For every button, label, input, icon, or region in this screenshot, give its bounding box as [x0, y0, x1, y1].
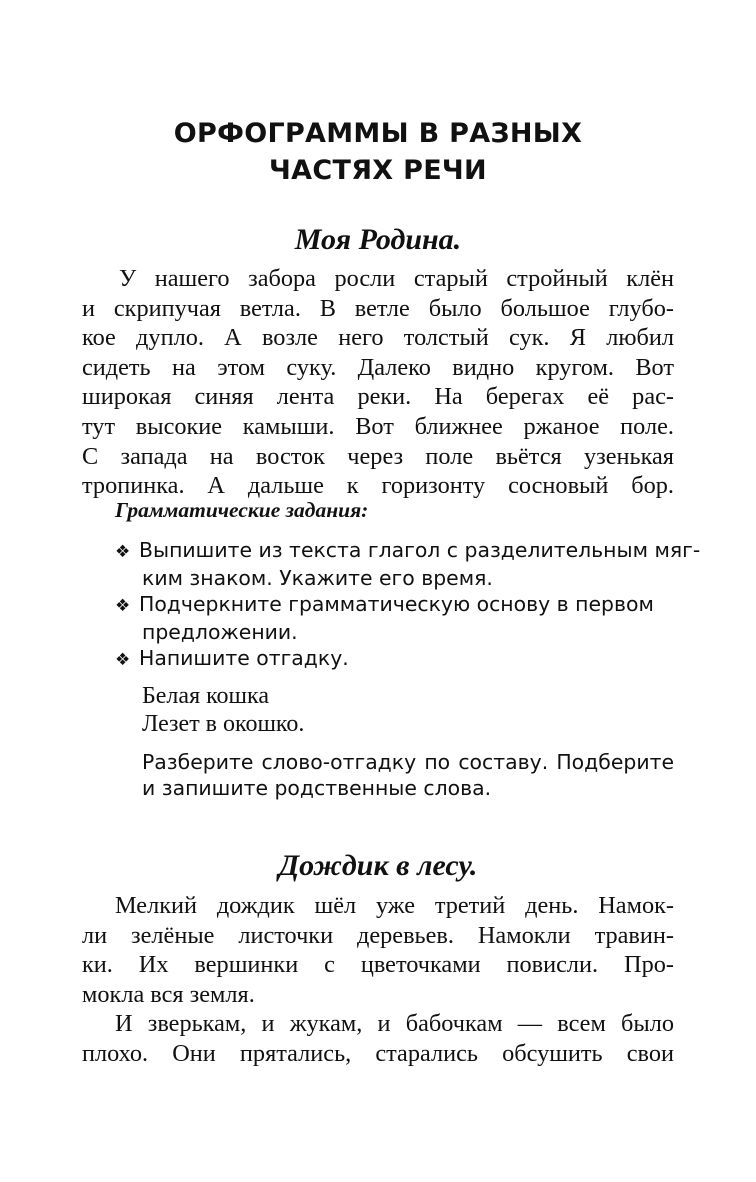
- task-1-line-1: [115, 537, 701, 565]
- task-3-text: Напишите отгадку.: [139, 646, 349, 670]
- grammar-tasks-heading: Грамматические задания:: [115, 498, 369, 522]
- text-2-line: мокла вся земля.: [82, 980, 255, 1008]
- grammar-task-2: [115, 591, 675, 645]
- text-1-body: [82, 264, 674, 501]
- text-2-line: И зверькам, и жукам, и бабочкам — всем было: [115, 1010, 674, 1038]
- text-2-line: ки. Их вершинки с цветочками повисли. Про-: [82, 951, 674, 979]
- riddle-task-line-2: и запишите родственные слова.: [142, 776, 492, 800]
- diamond-bullet-icon: ❖: [115, 542, 131, 562]
- text-1-line: широкая синяя лента реки. На берегах её рас-: [82, 383, 674, 411]
- task-1-line-2: ким знаком. Укажите его время.: [142, 566, 493, 590]
- task-2-line-1: [115, 591, 675, 619]
- riddle-task: [142, 749, 674, 801]
- riddle-task-line-1: Разберите слово-отгадку по составу. Подберите: [142, 750, 674, 774]
- text-2-line: плохо. Они прятались, старались обсушить свои: [82, 1039, 674, 1067]
- text-1-line: и скрипучая ветла. В ветле было большое глубо-: [82, 294, 674, 322]
- text-2-line: Мелкий дождик шёл уже третий день. Намок-: [115, 892, 674, 919]
- text-1-line: У нашего забора росли старый стройный клён: [119, 265, 674, 292]
- text-2-line: ли зелёные листочки деревьев. Намокли травин-: [82, 921, 674, 949]
- text-2-title: Дождик в лесу.: [278, 849, 478, 882]
- text-1-line: сидеть на этом суку. Далеко видно кругом. Вот: [82, 353, 674, 381]
- task-2-text: Подчеркните грамматическую основу в первом: [139, 592, 654, 616]
- riddle: [142, 682, 304, 738]
- text-1-line: тут высокие камыши. Вот ближнее ржаное поле.: [82, 412, 674, 440]
- riddle-line-2: Лезет в окошко.: [142, 711, 305, 737]
- text-1-line: кое дупло. А возле него толстый сук. Я любил: [82, 324, 674, 352]
- text-1-title: Моя Родина.: [294, 223, 462, 256]
- diamond-bullet-icon: ❖: [115, 596, 131, 616]
- task-3-line-1: [115, 645, 675, 673]
- section-title-line-1: ОРФОГРАММЫ В РАЗНЫХ: [173, 118, 583, 149]
- grammar-task-1: [115, 537, 701, 591]
- text-2-body: [82, 891, 674, 1069]
- grammar-task-3: [115, 645, 675, 673]
- diamond-bullet-icon: ❖: [115, 650, 131, 670]
- task-2-line-2: предложении.: [142, 620, 298, 644]
- riddle-line-1: Белая кошка: [142, 683, 269, 709]
- text-1-line: С запада на восток через поле вьётся узенькая: [82, 442, 674, 470]
- text-1-line: тропинка. А дальше к горизонту сосновый бор.: [82, 472, 674, 500]
- task-1-text: Выпишите из текста глагол с разделительным мяг-: [139, 538, 701, 562]
- section-title-line-2: ЧАСТЯХ РЕЧИ: [269, 155, 487, 186]
